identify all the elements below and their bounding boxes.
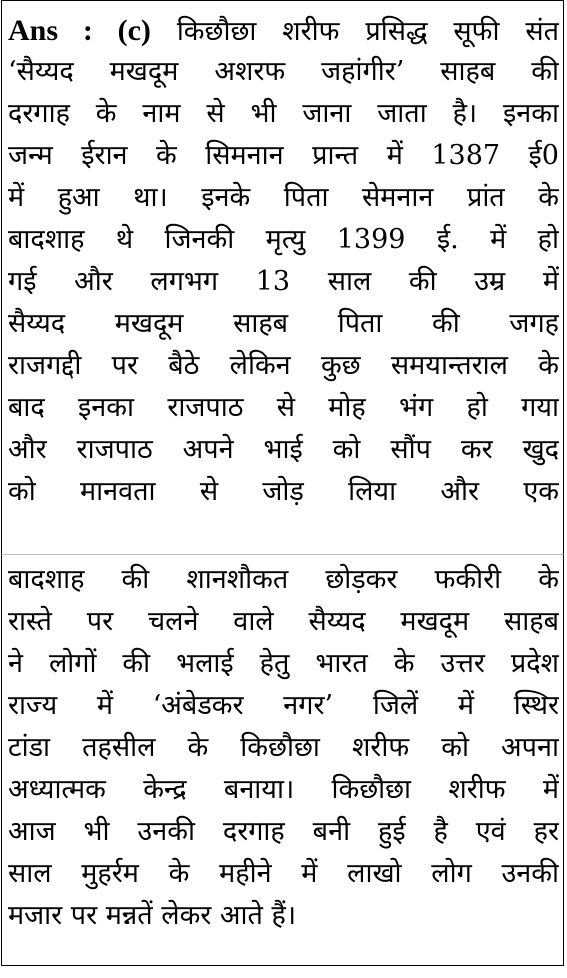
text-line-1 xyxy=(8,10,559,51)
text-line-4: जन्म ईरान के सिमनान प्रान्त में 1387 ई0 xyxy=(8,140,559,171)
answer-label: Ans : (c) xyxy=(8,14,151,47)
text-line-2: ‘सैय्यद मखदूम अशरफ जहांगीर’ साहब की xyxy=(8,56,559,87)
text-line-12: को मानवता से जोड़ लिया और एक xyxy=(8,476,559,507)
text-line-3: दरगाह के नाम से भी जाना जाता है। इनका xyxy=(8,98,559,129)
text-line-11: और राजपाठ अपने भाई को सौंप कर खुद xyxy=(8,434,559,465)
text-line-5: में हुआ था। इनके पिता सेमनान प्रांत के xyxy=(8,182,559,213)
text-line-20: साल मुहर्रम के महीने में लाखो लोग उनकी xyxy=(8,858,559,889)
text-line-7: गई और लगभग 13 साल की उम्र में xyxy=(8,266,559,297)
text-line-15: ने लोगों की भलाई हेतु भारत के उत्तर प्रदेश xyxy=(8,648,559,679)
text-line-13: बादशाह की शानशौकत छोड़कर फकीरी के xyxy=(8,564,559,595)
text-line-6: बादशाह थे जिनकी मृत्यु 1399 ई. में हो xyxy=(8,224,559,255)
text-line-14: रास्ते पर चलने वाले सैय्यद मखदूम साहब xyxy=(8,606,559,637)
text-line-8: सैय्यद मखदूम साहब पिता की जगह xyxy=(8,308,559,339)
text-line-17: टांडा तहसील के किछौछा शरीफ को अपना xyxy=(8,732,559,763)
text-line-16: राज्य में ‘अंबेडकर नगर’ जिलें में स्थिर xyxy=(8,690,559,721)
text-line-21: मजार पर मन्नतें लेकर आते हैं। xyxy=(8,900,297,931)
text-line-10: बाद इनका राजपाठ से मोह भंग हो गया xyxy=(8,392,559,423)
text-line-19: आज भी उनकी दरगाह बनी हुई है एवं हर xyxy=(8,816,559,847)
text-line-1-content: किछौछा शरीफ प्रसिद्ध सूफी संत xyxy=(176,16,559,47)
text-line-18: अध्यात्मक केन्द्र बनाया। किछौछा शरीफ में xyxy=(8,774,559,805)
text-line-9: राजगद्दी पर बैठे लेकिन कुछ समयान्तराल के xyxy=(8,350,559,381)
